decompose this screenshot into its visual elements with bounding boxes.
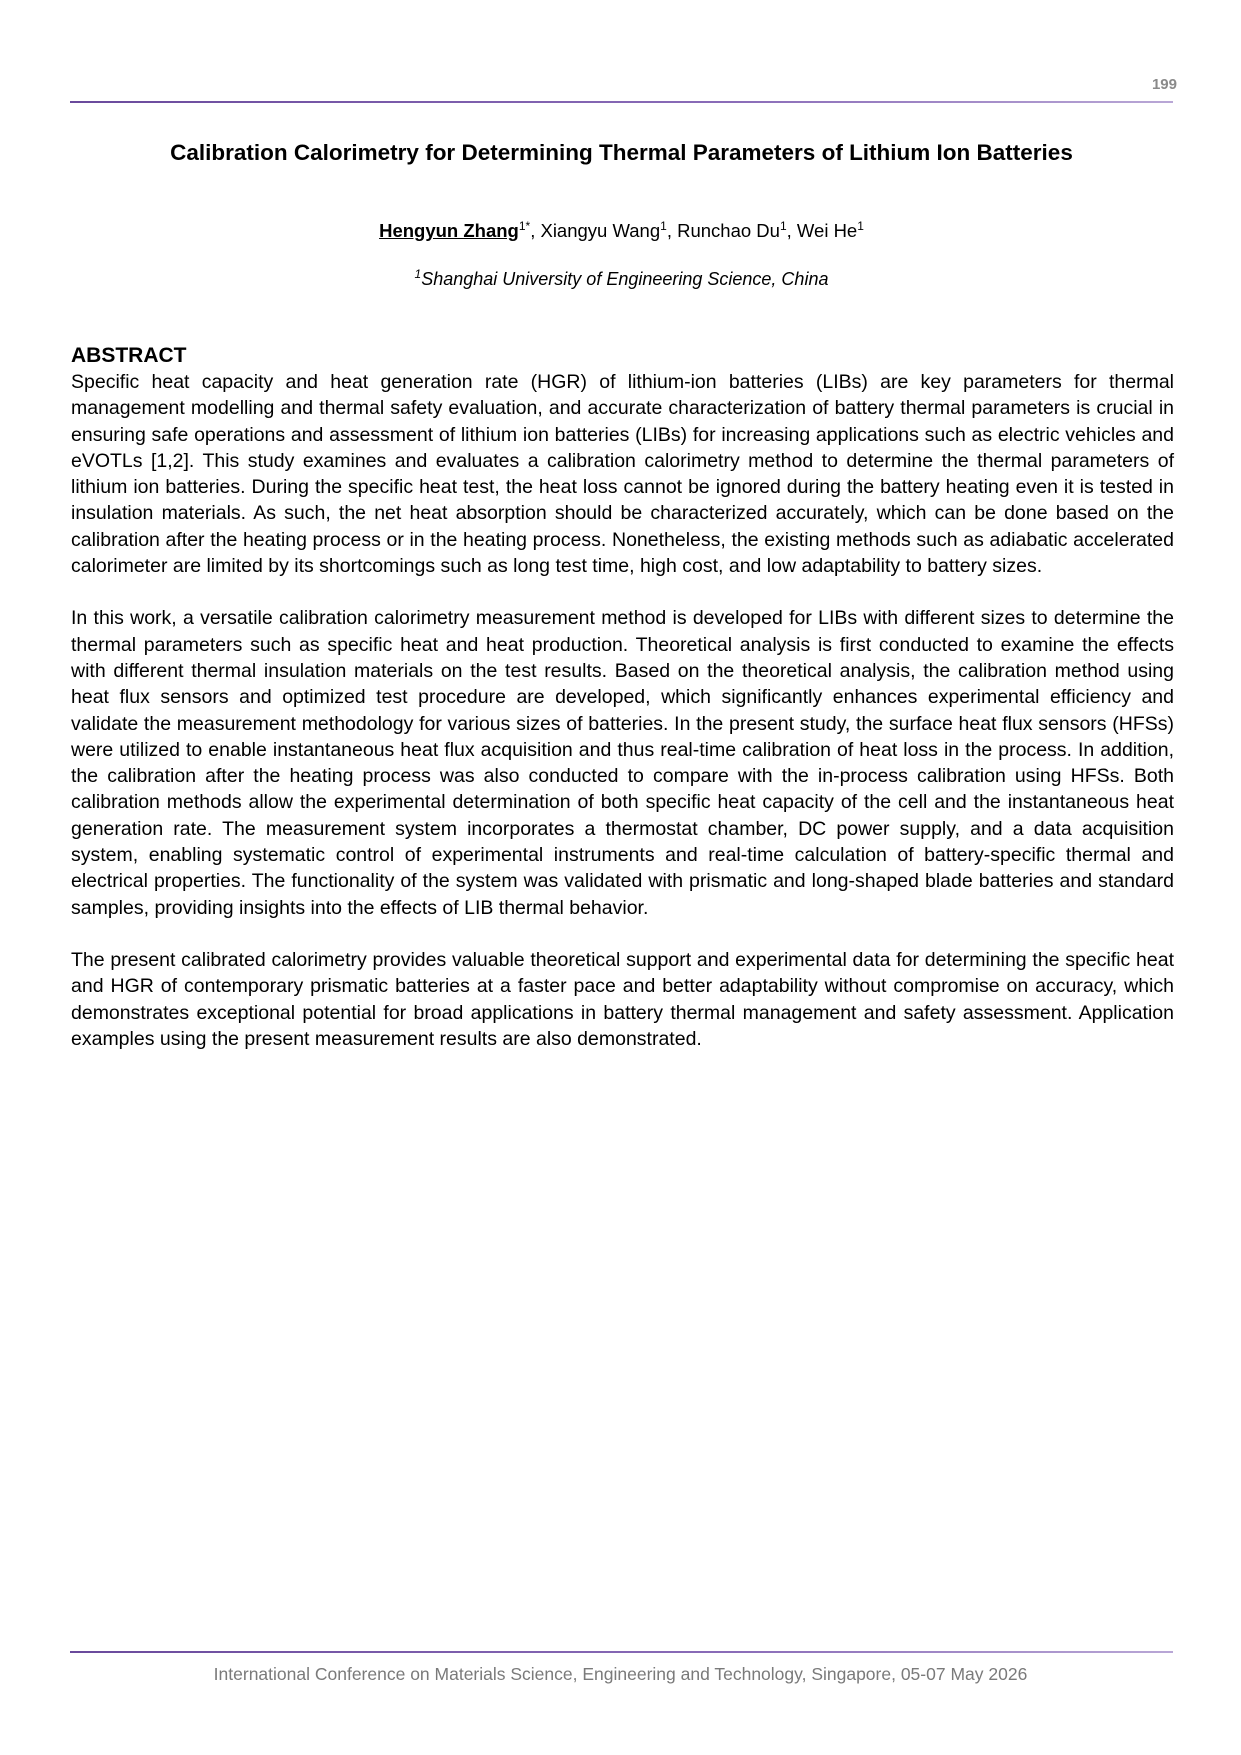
- author-marker: 1: [857, 218, 864, 233]
- author-name: Xiangyu Wang: [540, 220, 661, 241]
- affiliation: [70, 269, 1173, 290]
- header-rule: [70, 101, 1173, 103]
- abstract-paragraph: Specific heat capacity and heat generation rate (HGR) of lithium-ion batteries (LIBs) are key parameters for thermal management modelling and thermal safety evaluation, and accurate characterization of battery thermal parameters is crucial in ensuring safe operations and assessment of lithium ion batteries (LIBs) for increasing applications such as electric vehicles and eVOTLs [1,2]. This study examines and evaluates a calibration calorimetry method to determine the thermal parameters of lithium ion batteries. During the specific heat test, the heat loss cannot be ignored during the battery heating even it is tested in insulation materials. As such, the net heat absorption should be characterized accurately, which can be done based on the calibration after the heating process or in the heating process. Nonetheless, the existing methods such as adiabatic accelerated calorimeter are limited by its shortcomings such as long test time, high cost, and low adaptability to battery sizes.: [71, 371, 1174, 578]
- author-list: Hengyun Zhang$^{1*}$, Xiangyu Wang$^1$, Runchao Du$^1$, Wei He$^1$: [379, 218, 864, 241]
- affiliation-text: Shanghai University of Engineering Science, China: [421, 269, 829, 289]
- paper-title: Calibration Calorimetry for Determining Thermal Parameters of Lithium Ion Batteries: [170, 140, 1073, 165]
- abstract-paragraph: The present calibrated calorimetry provides valuable theoretical support and experimental data for determining the specific heat and HGR of contemporary prismatic batteries at a faster pace and better adaptability without compromise on accuracy, which demonstrates exceptional potential for broad applications in battery thermal management and safety assessment. Application examples using the present measurement results are also demonstrated.: [71, 948, 1174, 1050]
- abstract-heading: ABSTRACT: [71, 344, 187, 367]
- author-name: Hengyun Zhang: [379, 220, 519, 241]
- abstract-section: [71, 343, 1174, 1078]
- conference-footer: International Conference on Materials Science, Engineering and Technology, Singapore, 05-07 May 2026: [213, 1664, 1028, 1684]
- author-marker: 1: [779, 218, 787, 233]
- author-name: Runchao Du: [677, 220, 780, 241]
- affiliation-marker: 1: [414, 267, 422, 281]
- footer-rule: [70, 1651, 1173, 1653]
- author-marker: 1: [660, 218, 667, 233]
- abstract-paragraph: In this work, a versatile calibration calorimetry measurement method is developed for LIBs with different sizes to determine the thermal parameters such as specific heat and heat production. Theoretical analysis is first conducted to examine the effects with different thermal insulation materials on the test results. Based on the theoretical analysis, the calibration method using heat flux sensors and optimized test procedure are developed, which significantly enhances experimental efficiency and validate the measurement methodology for various sizes of batteries. In the present study, the surface heat flux sensors (HFSs) were utilized to enable instantaneous heat flux acquisition and thus real-time calibration of heat loss in the process. In addition, the calibration after the heating process was also conducted to compare with the in-process calibration using HFSs. Both calibration methods allow the experimental determination of both specific heat capacity of the cell and the instantaneous heat generation rate. The measurement system incorporates a thermostat chamber, DC power supply, and a data acquisition system, enabling systematic control of experimental instruments and real-time calculation of battery-specific thermal and electrical properties. The functionality of the system was validated with prismatic and long-shaped blade batteries and standard samples, providing insights into the effects of LIB thermal behavior.: [71, 607, 1174, 919]
- author-marker: 1*: [518, 218, 531, 233]
- page-number: 199: [1151, 76, 1177, 93]
- author-name: Wei He: [796, 220, 858, 241]
